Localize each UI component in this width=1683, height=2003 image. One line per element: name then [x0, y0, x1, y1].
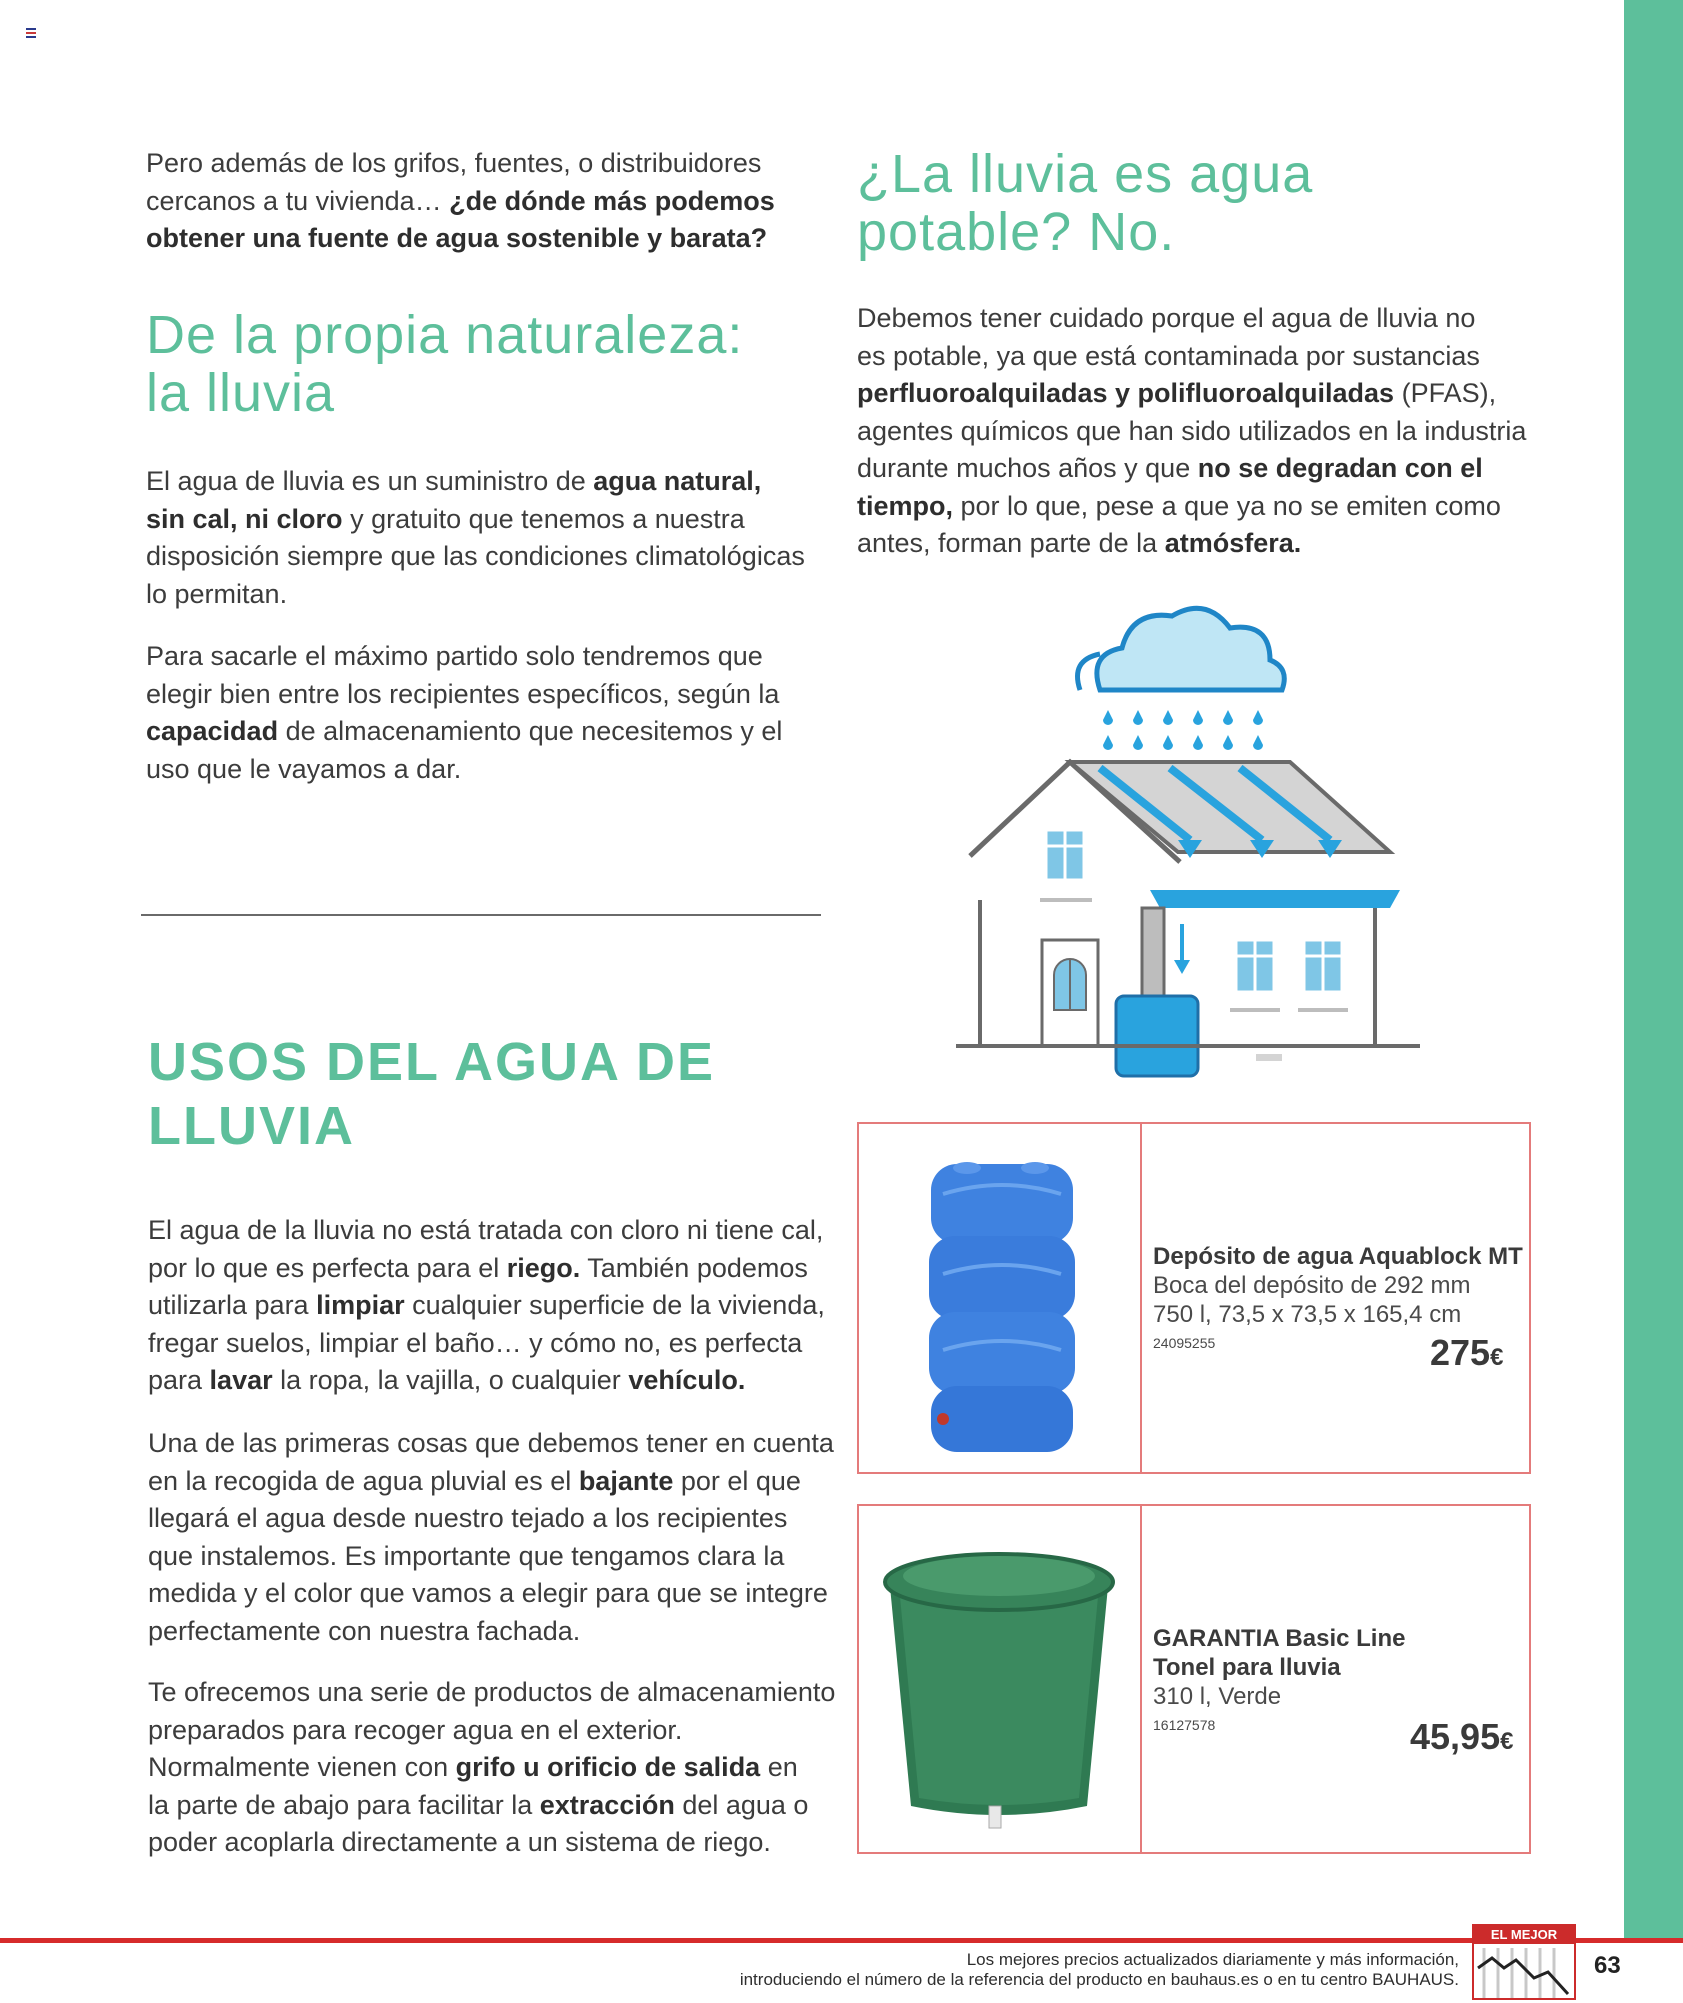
cloud-icon	[1078, 608, 1285, 690]
product-card-tonel[interactable]	[857, 1504, 1531, 1854]
product-name: GARANTIA Basic Line	[1153, 1625, 1406, 1652]
price-chart-icon	[1474, 1944, 1574, 1998]
footer-info-text: Los mejores precios actualizados diariamente y más información, introduciendo el número de la referencia del producto en bauhaus.es o en tu centro BAUHAUS.	[739, 1950, 1459, 1989]
product-price: 275€	[1430, 1332, 1504, 1373]
raindrops	[1103, 710, 1263, 750]
menu-icon[interactable]	[26, 28, 36, 36]
paragraph-bajante: Una de las primeras cosas que debemos tener en cuenta en la recogida de agua pluvial es el bajante por el que llegará el agua desde nuestro tejado a los recipientes que instalemos. Es importante que tengamos clara la medida y el color que vamos a elegir para que se integre perfectamente con nuestra fachada.	[148, 1428, 834, 1646]
product-info-cell	[1142, 1506, 1529, 1852]
paragraph-pfas: Debemos tener cuidado porque el agua de lluvia no es potable, ya que está contaminada por sustancias perfluoroalquiladas y polifluoroalquiladas (PFAS), agentes químicos que han sido utilizados en la industria durante muchos años y que no se degradan con el tiempo, por lo que, pese a que ya no se emiten como antes, forman parte de la atmósfera.	[857, 303, 1527, 558]
heading-potable: ¿La lluvia es agua potable? No.	[857, 144, 1314, 262]
footer-red-line	[0, 1938, 1683, 1943]
rain-house-illustration	[950, 590, 1430, 1090]
product-image-cell	[859, 1124, 1142, 1472]
product-name: Tonel para lluvia	[1153, 1654, 1341, 1681]
section-divider	[141, 914, 821, 916]
intro-paragraph: Pero además de los grifos, fuentes, o distribuidores cercanos a tu vivienda… ¿de dónde más podemos obtener una fuente de agua sostenible y barata?	[146, 148, 775, 253]
product-image-cell	[859, 1506, 1142, 1852]
product-ref: 24095255	[1153, 1335, 1216, 1351]
heading-usos: USOS DEL AGUA DE LLUVIA	[148, 1032, 716, 1156]
product-card-aquablock[interactable]	[857, 1122, 1531, 1474]
product-desc-line: 310 l, Verde	[1153, 1683, 1282, 1710]
paragraph-productos: Te ofrecemos una serie de productos de almacenamiento preparados para recoger agua en el exterior. Normalmente vienen con grifo u orificio de salida en la parte de abajo para facilitar la extracción del agua o poder acoplarla directamente a un sistema de riego.	[148, 1677, 836, 1857]
best-price-badge: EL MEJOR PRECIO	[1472, 1924, 1576, 2000]
paragraph-riego: El agua de la lluvia no está tratada con cloro ni tiene cal, por lo que es perfecta para el riego. También podemos utilizarla para limpiar cualquier superficie de la vivienda, fregar suelos, limpiar el baño… y cómo no, es perfecta para lavar la ropa, la vajilla, o cualquier vehículo.	[148, 1215, 825, 1395]
product-desc-line: Boca del depósito de 292 mm	[1153, 1272, 1471, 1299]
rain-barrel-image	[859, 1506, 1140, 1852]
paragraph-maximo-partido: Para sacarle el máximo partido solo tendremos que elegir bien entre los recipientes específicos, según la capacidad de almacenamiento que necesitemos y el uso que le vayamos a dar.	[146, 641, 783, 784]
page-number: 63	[1594, 1952, 1621, 1979]
product-ref: 16127578	[1153, 1717, 1216, 1733]
side-color-band	[1624, 0, 1683, 1938]
product-desc-line: 750 l, 73,5 x 73,5 x 165,4 cm	[1153, 1301, 1462, 1328]
paragraph-agua-natural: El agua de lluvia es un suministro de agua natural, sin cal, ni cloro y gratuito que tenemos a nuestra disposición siempre que las condiciones climatológicas lo permitan.	[146, 466, 805, 609]
heading-naturaleza: De la propia naturaleza: la lluvia	[146, 305, 744, 423]
product-name: Depósito de agua Aquablock MT	[1153, 1243, 1523, 1270]
product-info-cell	[1142, 1124, 1529, 1472]
house-icon	[956, 762, 1420, 1076]
product-price: 45,95€	[1410, 1716, 1514, 1757]
water-tank-image	[859, 1124, 1140, 1472]
